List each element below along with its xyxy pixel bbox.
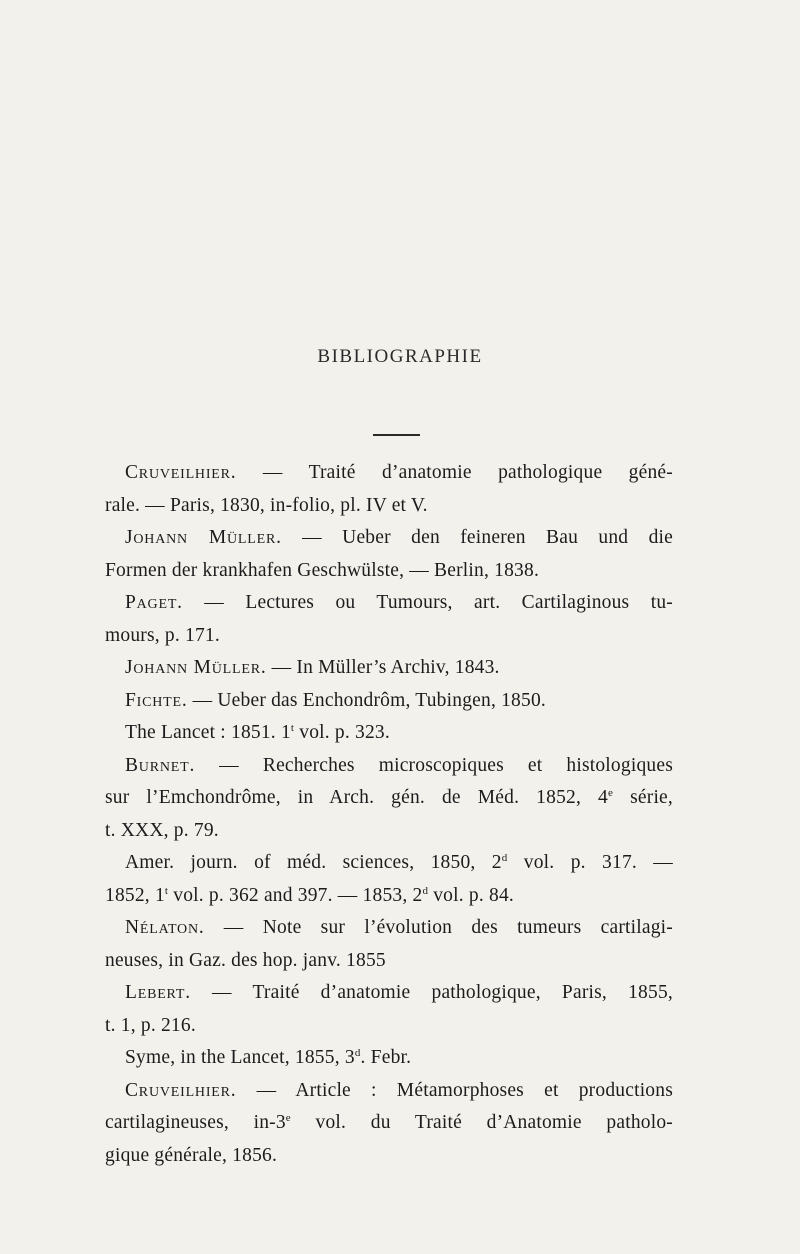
entry-line xyxy=(105,522,673,555)
bibliography-entry xyxy=(105,522,673,587)
entry-text: série, xyxy=(613,787,673,808)
entry-author: Cruveilhier. xyxy=(125,462,237,483)
entry-text: — Note sur l’évolution des tumeurs cartilagi- xyxy=(204,917,673,938)
entry-text: — Recherches microscopiques et histologiques xyxy=(195,754,673,776)
entry-author: Nélaton. xyxy=(125,917,205,938)
entry-line xyxy=(105,880,673,913)
bibliography-list xyxy=(105,457,673,1172)
bibliography-entry xyxy=(105,977,673,1042)
entry-text: — Lectures ou Tumours, art. Cartilaginous tu- xyxy=(182,592,673,613)
entry-line: gique générale, 1856. xyxy=(105,1144,278,1166)
entry-author: Johann Müller. xyxy=(125,527,282,548)
entry-text: vol. p. 323. xyxy=(294,722,390,743)
entry-text: vol. p. 317. — xyxy=(507,852,673,873)
entry-text: — Ueber das Enchondrôm, Tubingen, 1850. xyxy=(187,689,546,711)
entry-line: rale. — Paris, 1830, in-folio, pl. IV et V. xyxy=(105,494,428,516)
bibliography-entry xyxy=(105,1075,673,1173)
bibliography-entry xyxy=(105,587,673,652)
entry-text: cartilagineuses, in-3 xyxy=(105,1112,286,1133)
entry-line xyxy=(105,1042,673,1075)
entry-line: Formen der krankhafen Geschwülste, — Berlin, 1838. xyxy=(105,559,540,581)
entry-line xyxy=(105,1107,673,1140)
entry-author: Johann Müller. xyxy=(125,657,267,678)
superscript: e xyxy=(285,1112,291,1124)
entry-author: Fichte. xyxy=(125,689,188,711)
entry-line xyxy=(105,912,673,945)
superscript: e xyxy=(608,787,614,799)
entry-text: — Traité d’anatomie pathologique géné- xyxy=(236,462,673,483)
superscript: t xyxy=(164,884,169,897)
superscript: d xyxy=(354,1047,361,1059)
entry-line xyxy=(105,457,673,490)
entry-text: vol. du Traité d’Anatomie patholo- xyxy=(290,1112,673,1133)
bibliography-entry xyxy=(105,750,673,848)
entry-text: Amer. journ. of méd. sciences, 1850, 2 xyxy=(125,852,502,873)
entry-text: . Febr. xyxy=(360,1047,412,1068)
bibliography-entry xyxy=(105,847,673,912)
entry-line: t. 1, p. 216. xyxy=(105,1014,196,1036)
entry-author: Lebert. xyxy=(125,982,191,1003)
entry-line: neuses, in Gaz. des hop. janv. 1855 xyxy=(105,949,386,971)
bibliography-entry xyxy=(105,457,673,522)
entry-line: t. XXX, p. 79. xyxy=(105,819,219,841)
entry-text: — In Müller’s Archiv, 1843. xyxy=(266,657,500,678)
entry-author: Cruveilhier. xyxy=(125,1079,237,1101)
bibliography-entry xyxy=(105,685,673,718)
entry-text: — Traité d’anatomie pathologique, Paris, 1855, xyxy=(190,982,673,1003)
superscript: d xyxy=(422,884,429,897)
entry-line xyxy=(105,977,673,1010)
entry-line xyxy=(105,717,673,750)
entry-text: 1852, 1 xyxy=(105,884,165,906)
entry-line xyxy=(105,652,673,685)
entry-text: Syme, in the Lancet, 1855, 3 xyxy=(125,1047,355,1068)
title-divider xyxy=(373,434,420,436)
entry-line xyxy=(105,587,673,620)
entry-text: The Lancet : 1851. 1 xyxy=(125,722,291,743)
superscript: d xyxy=(501,852,508,864)
bibliography-entry xyxy=(105,652,673,685)
entry-line xyxy=(105,847,673,880)
entry-author: Paget. xyxy=(125,592,183,613)
bibliography-entry xyxy=(105,1042,673,1075)
entry-line xyxy=(105,1075,673,1108)
entry-text: sur l’Emchondrôme, in Arch. gén. de Méd. 1852, 4 xyxy=(105,787,609,808)
entry-text: vol. p. 362 and 397. — 1853, 2 xyxy=(168,884,423,906)
page-title: BIBLIOGRAPHIE xyxy=(317,346,483,367)
entry-line xyxy=(105,685,673,718)
bibliography-entry xyxy=(105,717,673,750)
entry-text: vol. p. 84. xyxy=(428,884,514,906)
bibliography-entry xyxy=(105,912,673,977)
superscript: t xyxy=(290,722,295,734)
entry-text: — Ueber den feineren Bau und die xyxy=(281,527,673,548)
entry-author: Burnet. xyxy=(125,754,196,776)
entry-text: — Article : Métamorphoses et productions xyxy=(236,1079,673,1101)
entry-line: mours, p. 171. xyxy=(105,624,220,646)
entry-line xyxy=(105,750,673,783)
entry-line xyxy=(105,782,673,815)
